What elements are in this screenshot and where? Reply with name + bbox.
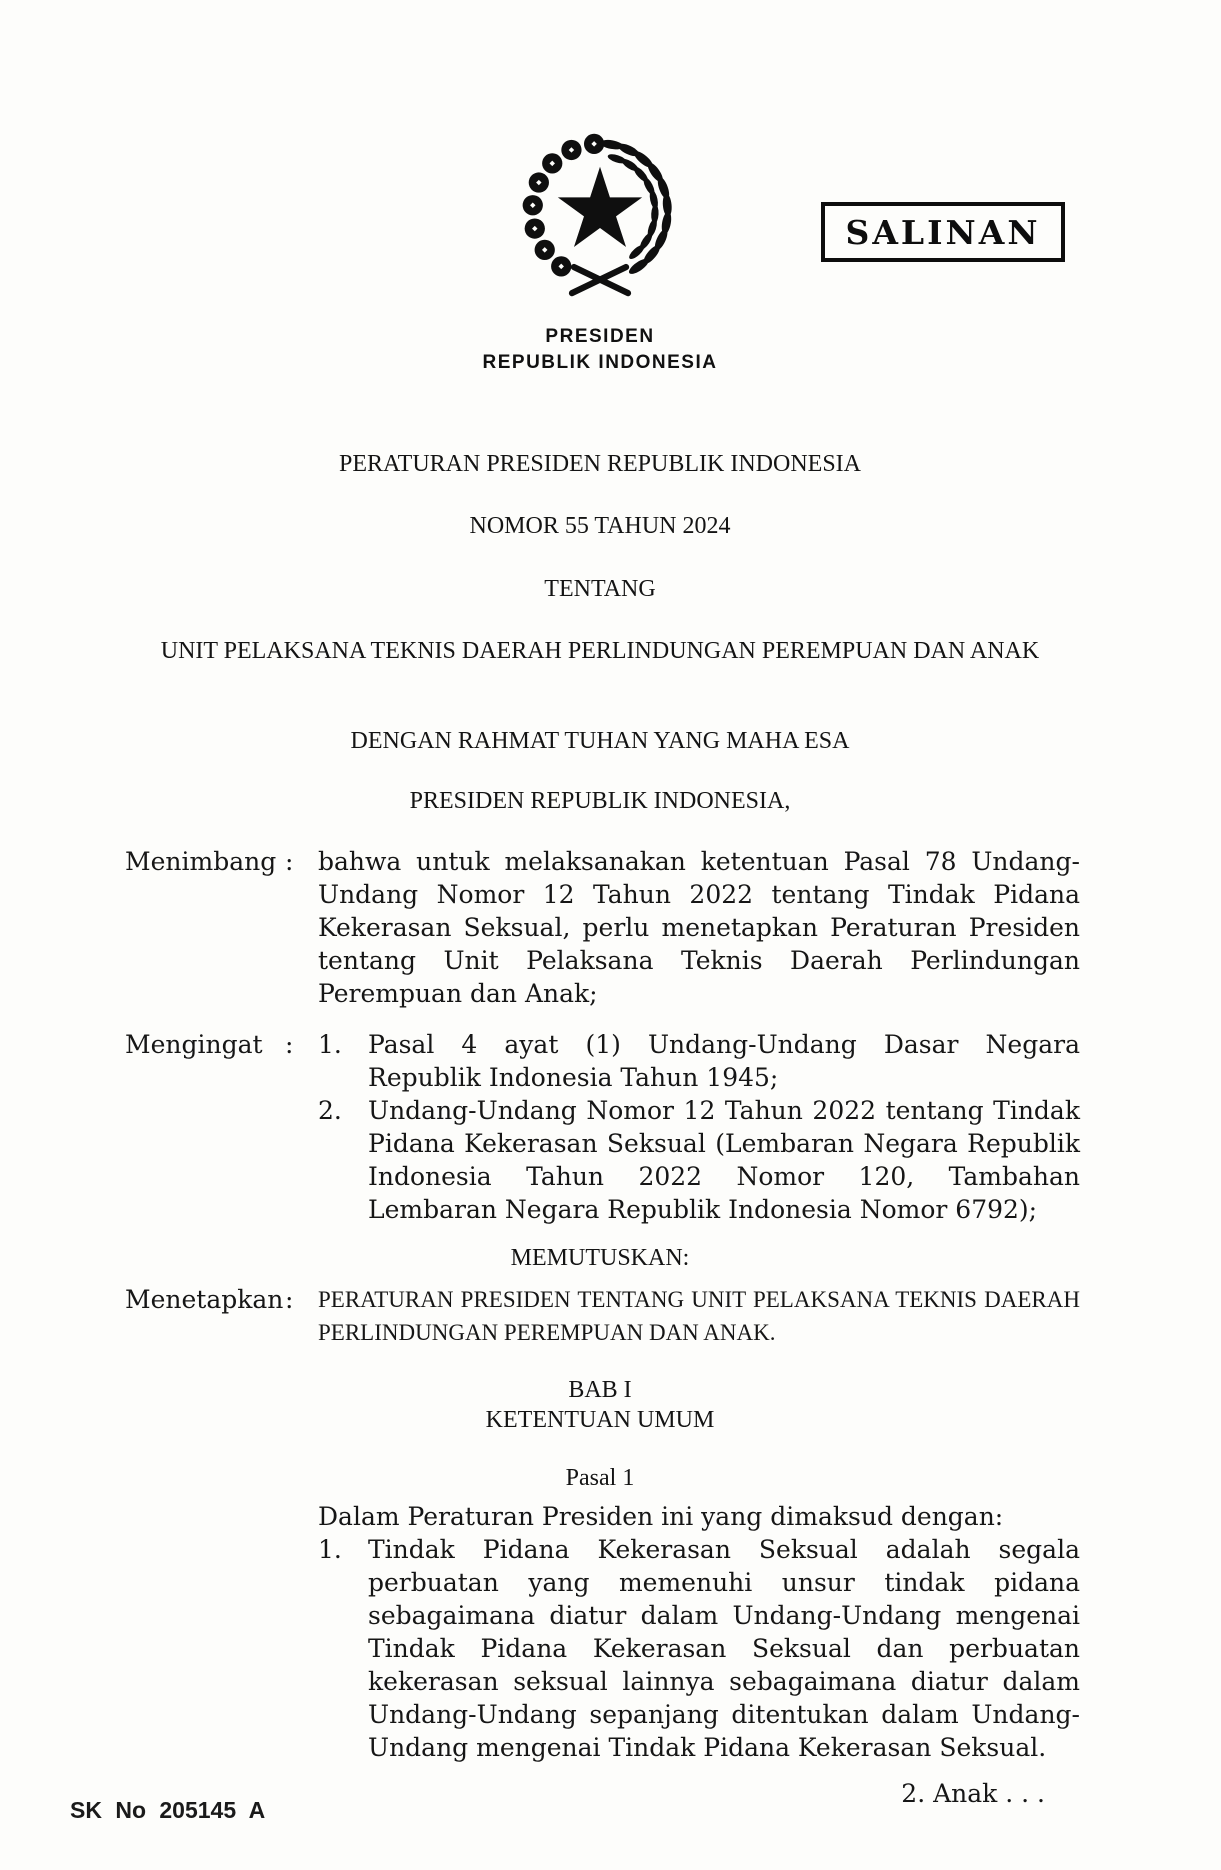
star-glyph (558, 167, 642, 247)
item-text: Undang-Undang Nomor 12 Tahun 2022 tentang Tindak Pidana Kekerasan Seksual (Lembaran Negara Republik Indonesia Tahun 2022 Nomor 120, Tambahan Lembaran Negara Republik Indonesia Nomor 6792); (368, 1096, 1080, 1224)
mengingat-item (318, 1028, 1080, 1094)
menetapkan-colon: : (285, 1285, 294, 1314)
bab-heading (0, 1375, 1200, 1435)
regulation-subject-line: UNIT PELAKSANA TEKNIS DAERAH PERLINDUNGAN PEREMPUAN DAN ANAK (160, 638, 1040, 664)
menimbang-label: Menimbang (125, 847, 277, 876)
item-text: Pasal 4 ayat (1) Undang-Undang Dasar Negara Republik Indonesia Tahun 1945; (368, 1030, 1080, 1092)
salinan-stamp (821, 202, 1065, 262)
menimbang-colon: : (285, 847, 294, 876)
menetapkan-label: Menetapkan (125, 1285, 284, 1314)
wreath-stems (572, 267, 628, 293)
pasal-list (318, 1533, 1080, 1764)
bab-number: BAB I (568, 1377, 632, 1403)
item-number: 1. (318, 1535, 342, 1564)
masthead-republik-indonesia: REPUBLIK INDONESIA (482, 352, 718, 373)
sk-number: SK No 205145 A (70, 1797, 266, 1823)
authority-line: PRESIDEN REPUBLIK INDONESIA, (409, 788, 791, 814)
bab-title: KETENTUAN UMUM (485, 1407, 715, 1433)
pasal-intro: Dalam Peraturan Presiden ini yang dimaksud dengan: (318, 1502, 1004, 1531)
item-number: 1. (318, 1030, 342, 1059)
regulation-number-line: NOMOR 55 TAHUN 2024 (469, 513, 731, 539)
item-text: Tindak Pidana Kekerasan Seksual adalah segala perbuatan yang memenuhi unsur tindak pidana sebagaimana diatur dalam Undang-Undang mengenai Tindak Pidana Kekerasan Seksual dan perbuatan kekerasan seksual lainnya sebagaimana diatur dalam Undang-Undang sepanjang ditentukan dalam Undang-Undang mengenai Tindak Pidana Kekerasan Seksual. (368, 1535, 1080, 1762)
mengingat-list (318, 1028, 1080, 1226)
masthead-presiden: PRESIDEN (545, 326, 655, 347)
item-number: 2. (318, 1096, 342, 1125)
tentang-line: TENTANG (544, 576, 656, 602)
invocation-line: DENGAN RAHMAT TUHAN YANG MAHA ESA (350, 728, 850, 754)
menetapkan-text: PERATURAN PRESIDEN TENTANG UNIT PELAKSANA TEKNIS DAERAH PERLINDUNGAN PEREMPUAN DAN ANAK. (318, 1287, 1080, 1345)
mengingat-item (318, 1094, 1080, 1226)
menimbang-text: bahwa untuk melaksanakan ketentuan Pasal 78 Undang-Undang Nomor 12 Tahun 2022 tentang Tindak Pidana Kekerasan Seksual, perlu menetapkan Peraturan Presiden tentang Unit Pelaksana Teknis Daerah Perlindungan Perempuan dan Anak; (318, 847, 1080, 1008)
mengingat-label: Mengingat (125, 1030, 263, 1059)
presidential-seal-icon (518, 128, 682, 300)
regulation-title-line: PERATURAN PRESIDEN REPUBLIK INDONESIA (338, 451, 862, 477)
mengingat-colon: : (285, 1030, 294, 1059)
memutuskan-heading: MEMUTUSKAN: (510, 1245, 690, 1271)
pasal-item (318, 1533, 1080, 1764)
pasal-heading: Pasal 1 (565, 1465, 635, 1491)
masthead (0, 324, 1200, 376)
catchword: 2. Anak . . . (901, 1779, 1045, 1808)
salinan-stamp-label: SALINAN (845, 212, 1041, 252)
